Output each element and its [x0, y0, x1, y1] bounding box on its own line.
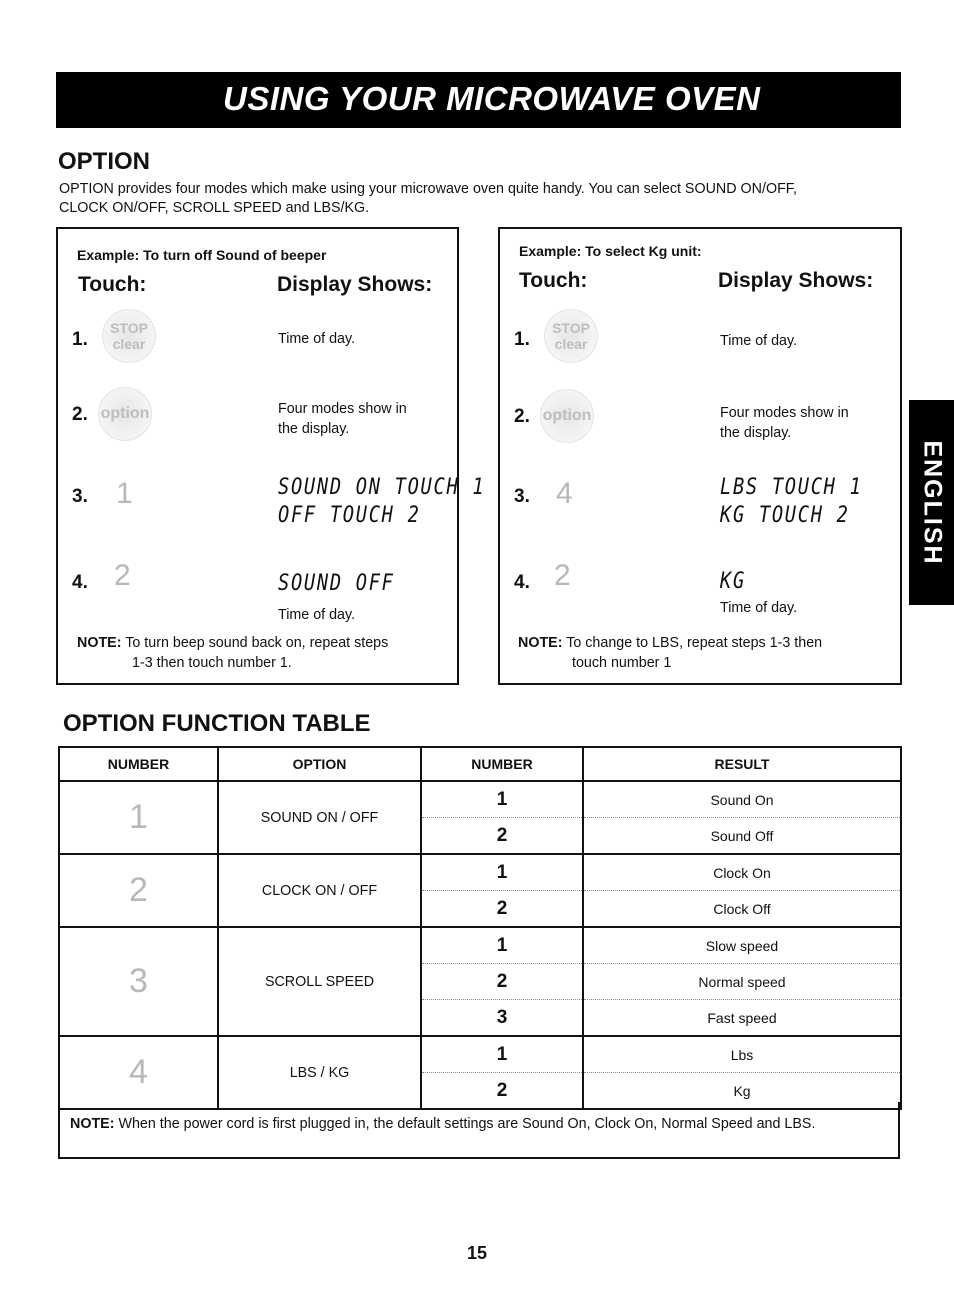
- option-button: [98, 387, 152, 441]
- setting-number: 2: [421, 818, 583, 855]
- display-header: Display Shows:: [718, 269, 874, 292]
- page-number: 15: [467, 1243, 488, 1263]
- setting-number: 1: [421, 1036, 583, 1073]
- step-number: 2.: [514, 406, 530, 427]
- lcd-text: KG: [720, 569, 746, 594]
- stop-clear-button: [544, 309, 598, 363]
- example-note: [77, 633, 388, 653]
- example-box-sound: [56, 227, 486, 685]
- option-heading: OPTION: [58, 148, 151, 175]
- column-header: NUMBER: [59, 747, 218, 781]
- option-name: LBS / KG: [218, 1036, 421, 1109]
- setting-result: Kg: [583, 1073, 901, 1110]
- option-name: SOUND ON / OFF: [218, 781, 421, 854]
- note-label: NOTE:: [70, 1116, 115, 1132]
- option-label: option: [100, 405, 150, 422]
- display-header: Display Shows:: [277, 273, 433, 296]
- display-text: Four modes show in: [278, 401, 407, 417]
- setting-result: Fast speed: [583, 1000, 901, 1037]
- lcd-text: OFF TOUCH 2: [278, 503, 421, 528]
- stop-label: STOP: [552, 320, 590, 336]
- clear-label: clear: [112, 336, 146, 352]
- option-name: SCROLL SPEED: [218, 927, 421, 1036]
- setting-number: 1: [421, 854, 583, 891]
- step-number: 3.: [72, 486, 88, 507]
- setting-number: 2: [421, 891, 583, 928]
- note-label: NOTE:: [518, 635, 563, 651]
- example-box-kg: [498, 227, 902, 685]
- option-function-table: [58, 746, 902, 1110]
- display-text: Time of day.: [720, 600, 798, 616]
- lcd-text: LBS TOUCH 1: [720, 475, 863, 500]
- lcd-text: SOUND ON TOUCH 1: [278, 475, 486, 500]
- setting-number: 2: [421, 1073, 583, 1110]
- banner-title: USING YOUR MICROWAVE OVEN: [223, 80, 761, 117]
- option-button: [540, 389, 594, 443]
- setting-result: Clock Off: [583, 891, 901, 928]
- note-label: NOTE:: [77, 635, 122, 651]
- step-number: 4.: [514, 572, 530, 593]
- number-key: 1: [116, 477, 133, 510]
- setting-result: Normal speed: [583, 964, 901, 1000]
- table-row: [59, 854, 901, 891]
- setting-result: Sound On: [583, 781, 901, 818]
- note-text-continued: 1-3 then touch number 1.: [132, 655, 292, 671]
- display-text: Time of day.: [720, 333, 798, 349]
- page-banner: [56, 72, 901, 128]
- display-text: Time of day.: [278, 607, 356, 623]
- lcd-text: SOUND OFF: [278, 571, 395, 596]
- setting-result: Lbs: [583, 1036, 901, 1073]
- setting-result: Clock On: [583, 854, 901, 891]
- column-header: RESULT: [583, 747, 901, 781]
- display-text: the display.: [720, 425, 792, 441]
- step-number: 4.: [72, 572, 88, 593]
- note-text: To turn beep sound back on, repeat steps: [125, 635, 389, 651]
- setting-result: Sound Off: [583, 818, 901, 855]
- display-text: the display.: [278, 421, 350, 437]
- table-row: [59, 1036, 901, 1073]
- table-row: [59, 927, 901, 964]
- option-number-key: 1: [59, 781, 218, 854]
- number-key: 4: [556, 477, 573, 510]
- display-text: Four modes show in: [720, 405, 849, 421]
- option-label: option: [542, 407, 592, 424]
- lcd-text: KG TOUCH 2: [720, 503, 850, 528]
- setting-number: 2: [421, 964, 583, 1000]
- stop-clear-button: [102, 309, 156, 363]
- number-key: 2: [554, 559, 571, 592]
- note-text: To change to LBS, repeat steps 1-3 then: [566, 635, 823, 651]
- table-row: [59, 781, 901, 818]
- setting-result: Slow speed: [583, 927, 901, 964]
- step-number: 1.: [514, 329, 530, 350]
- setting-number: 1: [421, 781, 583, 818]
- step-number: 1.: [72, 329, 88, 350]
- example-title: Example: To select Kg unit:: [519, 243, 702, 259]
- option-number-key: 3: [59, 927, 218, 1036]
- display-text: Time of day.: [278, 331, 356, 347]
- function-table-heading: OPTION FUNCTION TABLE: [63, 710, 371, 737]
- setting-number: 3: [421, 1000, 583, 1037]
- number-key: 2: [114, 559, 131, 592]
- stop-label: STOP: [110, 320, 148, 336]
- table-note: [58, 1102, 900, 1159]
- column-header: OPTION: [218, 747, 421, 781]
- table-header-row: [59, 747, 901, 781]
- touch-header: Touch:: [78, 273, 147, 296]
- note-text-continued: touch number 1: [572, 655, 672, 671]
- language-tab-label: ENGLISH: [918, 439, 946, 566]
- setting-number: 1: [421, 927, 583, 964]
- clear-label: clear: [554, 336, 588, 352]
- column-header: NUMBER: [421, 747, 583, 781]
- option-intro: OPTION provides four modes which make using your microwave oven quite handy. You can select SOUND ON/OFF, CLOCK ON/OFF, SCROLL SPEED and LBS/KG.: [59, 181, 797, 216]
- example-note: [518, 633, 822, 653]
- note-text: When the power cord is first plugged in, the default settings are Sound On, Clock On, Normal Speed and LBS.: [118, 1116, 816, 1132]
- step-number: 3.: [514, 486, 530, 507]
- language-tab: [909, 400, 954, 605]
- touch-header: Touch:: [519, 269, 588, 292]
- option-number-key: 2: [59, 854, 218, 927]
- step-number: 2.: [72, 404, 88, 425]
- option-number-key: 4: [59, 1036, 218, 1109]
- example-title: Example: To turn off Sound of beeper: [77, 247, 327, 263]
- option-name: CLOCK ON / OFF: [218, 854, 421, 927]
